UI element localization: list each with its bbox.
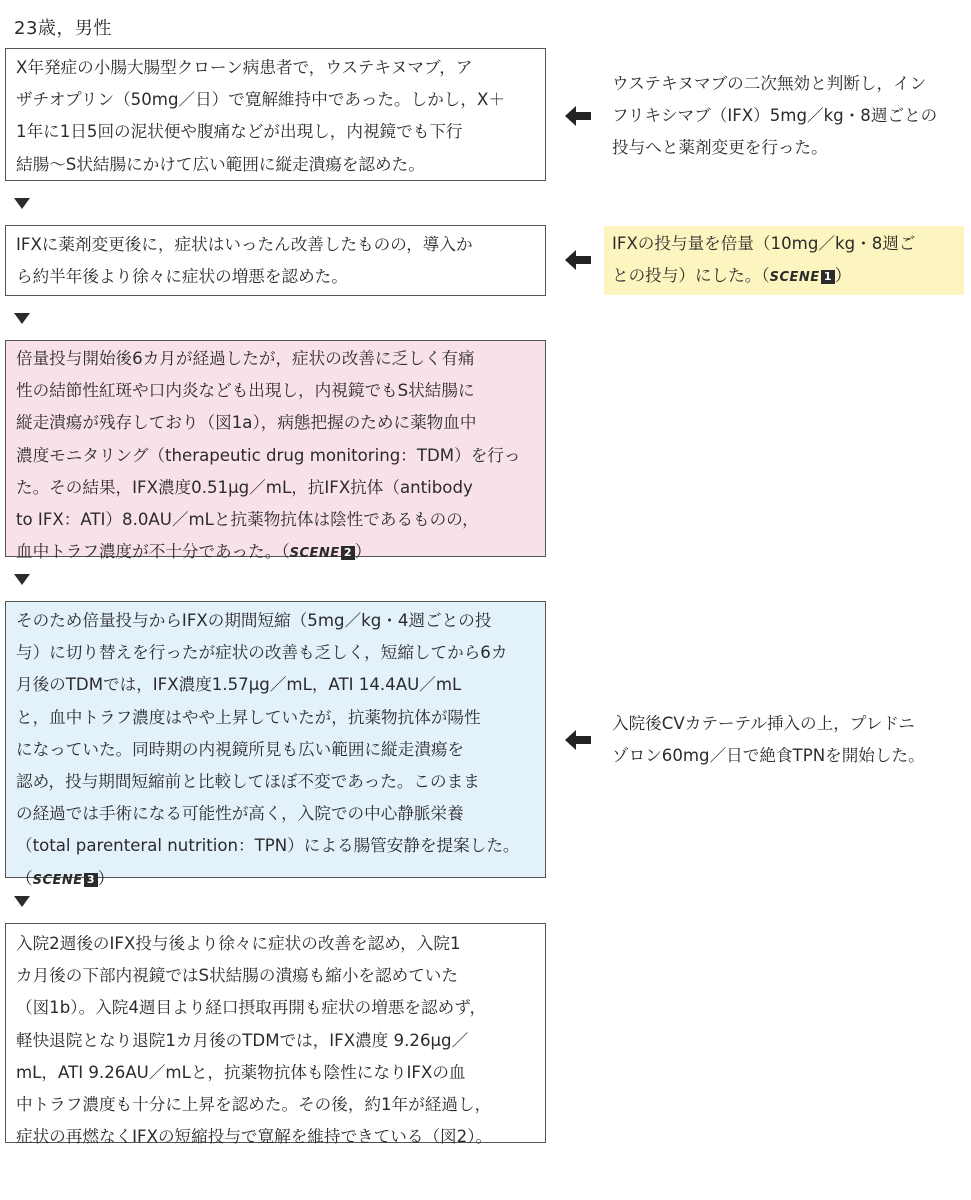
step-4-line: 与）に切り替えを行ったが症状の改善も乏しく，短縮してから6カ: [16, 643, 508, 663]
step-3-line: [16, 536, 535, 570]
step-4-line: と，血中トラフ濃度はやや上昇していたが，抗薬物抗体が陽性: [16, 707, 481, 727]
step-5-line: mL，ATI 9.26AU／mLと，抗薬物抗体も陰性になりIFXの血: [16, 1062, 466, 1082]
step-box-1: [5, 48, 546, 181]
scene-number-badge: 2: [341, 546, 355, 560]
step-5-line: 軽快退院となり退院1カ月後のTDMでは，IFX濃度 9.26μg／: [16, 1030, 469, 1050]
step-4-line: （total parenteral nutrition：TPN）による腸管安静を提案した。: [16, 836, 520, 856]
step-1-line: 1年に1日5回の泥状便や腹痛などが出現し，内視鏡でも下行: [16, 122, 463, 142]
step-box-4: [5, 601, 546, 888]
note-1-line: 投与へと薬剤変更を行った。: [612, 138, 828, 158]
step-3-line: 性の結節性紅斑や口内炎なども出現し，内視鏡でもS状結腸に: [16, 381, 475, 401]
note-1-line: ウステキヌマブの二次無効と判断し，イン: [612, 74, 927, 93]
step-3-line: 縦走潰瘍が残存しており（図1a），病態把握のために薬物血中: [16, 413, 477, 433]
note-3: [604, 708, 964, 772]
step-2-line: ら約半年後より徐々に症状の増悪を認めた。: [16, 267, 348, 287]
step-3-text: 血中トラフ濃度が不十分であった。（: [16, 542, 290, 562]
step-1-line: X年発症の小腸大腸型クローン病患者で，ウステキヌマブ，ア: [16, 58, 473, 77]
step-5-line: 中トラフ濃度も十分に上昇を認めた。その後，約1年が経過し，: [16, 1095, 492, 1115]
step-4-line: になっていた。同時期の内視鏡所見も広い範囲に縦走潰瘍を: [16, 739, 465, 759]
step-1-line: 結腸～S状結腸にかけて広い範囲に縦走潰瘍を認めた。: [16, 154, 425, 174]
patient-info: 23歳，男性: [14, 18, 112, 39]
note-2-line: [612, 260, 956, 294]
step-2-line: IFXに薬剤変更後に，症状はいったん改善したものの，導入か: [16, 235, 473, 254]
note-2-text: との投与）にした。（: [612, 266, 770, 286]
step-3-line: た。その結果，IFX濃度0.51μg／mL，抗IFX抗体（antibody: [16, 477, 473, 497]
left-arrow-icon: [565, 106, 591, 126]
step-4-line: [16, 863, 535, 897]
scene-label: SCENE: [289, 546, 340, 562]
step-3-line: to IFX：ATI）8.0AU／mLと抗薬物抗体は陰性であるものの，: [16, 510, 479, 530]
down-arrow-icon: [14, 574, 30, 585]
note-2-line: IFXの投与量を倍量（10mg／kg・8週ご: [612, 234, 916, 253]
step-box-2: [5, 225, 546, 296]
step-5-line: 症状の再燃なくIFXの短縮投与で寛解を維持できている（図2）。: [16, 1127, 493, 1147]
note-3-line: ゾロン60mg／日で絶食TPNを開始した。: [612, 746, 925, 766]
step-box-5: [5, 923, 546, 1147]
step-1-line: ザチオプリン（50mg／日）で寛解維持中であった。しかし，X＋: [16, 90, 505, 110]
note-3-line: 入院後CVカテーテル挿入の上，プレドニ: [612, 714, 915, 733]
step-3-line: 濃度モニタリング（therapeutic drug monitoring：TDM）を行っ: [16, 445, 521, 465]
down-arrow-icon: [14, 198, 30, 209]
step-4-text: （: [16, 868, 33, 888]
step-5-line: 入院2週後のIFX投与後より徐々に症状の改善を認め，入院1: [16, 934, 461, 953]
scene-label: SCENE: [769, 270, 820, 286]
step-4-line: 認め，投与期間短縮前と比較してほぼ不変であった。このまま: [16, 772, 480, 792]
step-4-line: 月後のTDMでは，IFX濃度1.57μg／mL，ATI 14.4AU／mL: [16, 675, 462, 695]
step-box-3: [5, 340, 546, 562]
scene-label: SCENE: [32, 872, 83, 888]
note-1: [604, 68, 964, 165]
note-2-close: ）: [834, 266, 852, 286]
left-arrow-icon: [565, 730, 591, 750]
scene-number-badge: 3: [84, 873, 98, 887]
scene-number-badge: 1: [821, 270, 835, 284]
step-3-close: ）: [354, 542, 372, 562]
step-3-line: 倍量投与開始後6カ月が経過したが，症状の改善に乏しく有痛: [16, 349, 475, 368]
step-4-line: の経過では手術になる可能性が高く，入院での中心静脈栄養: [16, 804, 464, 824]
step-5-line: （図1b）。入院4週目より経口摂取再開も症状の増悪を認めず，: [16, 998, 487, 1018]
left-arrow-icon: [565, 250, 591, 270]
down-arrow-icon: [14, 896, 30, 907]
note-1-line: フリキシマブ（IFX）5mg／kg・8週ごとの: [612, 106, 938, 126]
step-4-line: そのため倍量投与からIFXの期間短縮（5mg／kg・4週ごとの投: [16, 611, 492, 630]
step-4-close: ）: [97, 868, 115, 888]
note-2: [604, 226, 964, 295]
down-arrow-icon: [14, 313, 30, 324]
step-5-line: カ月後の下部内視鏡ではS状結腸の潰瘍も縮小を認めていた: [16, 966, 458, 986]
